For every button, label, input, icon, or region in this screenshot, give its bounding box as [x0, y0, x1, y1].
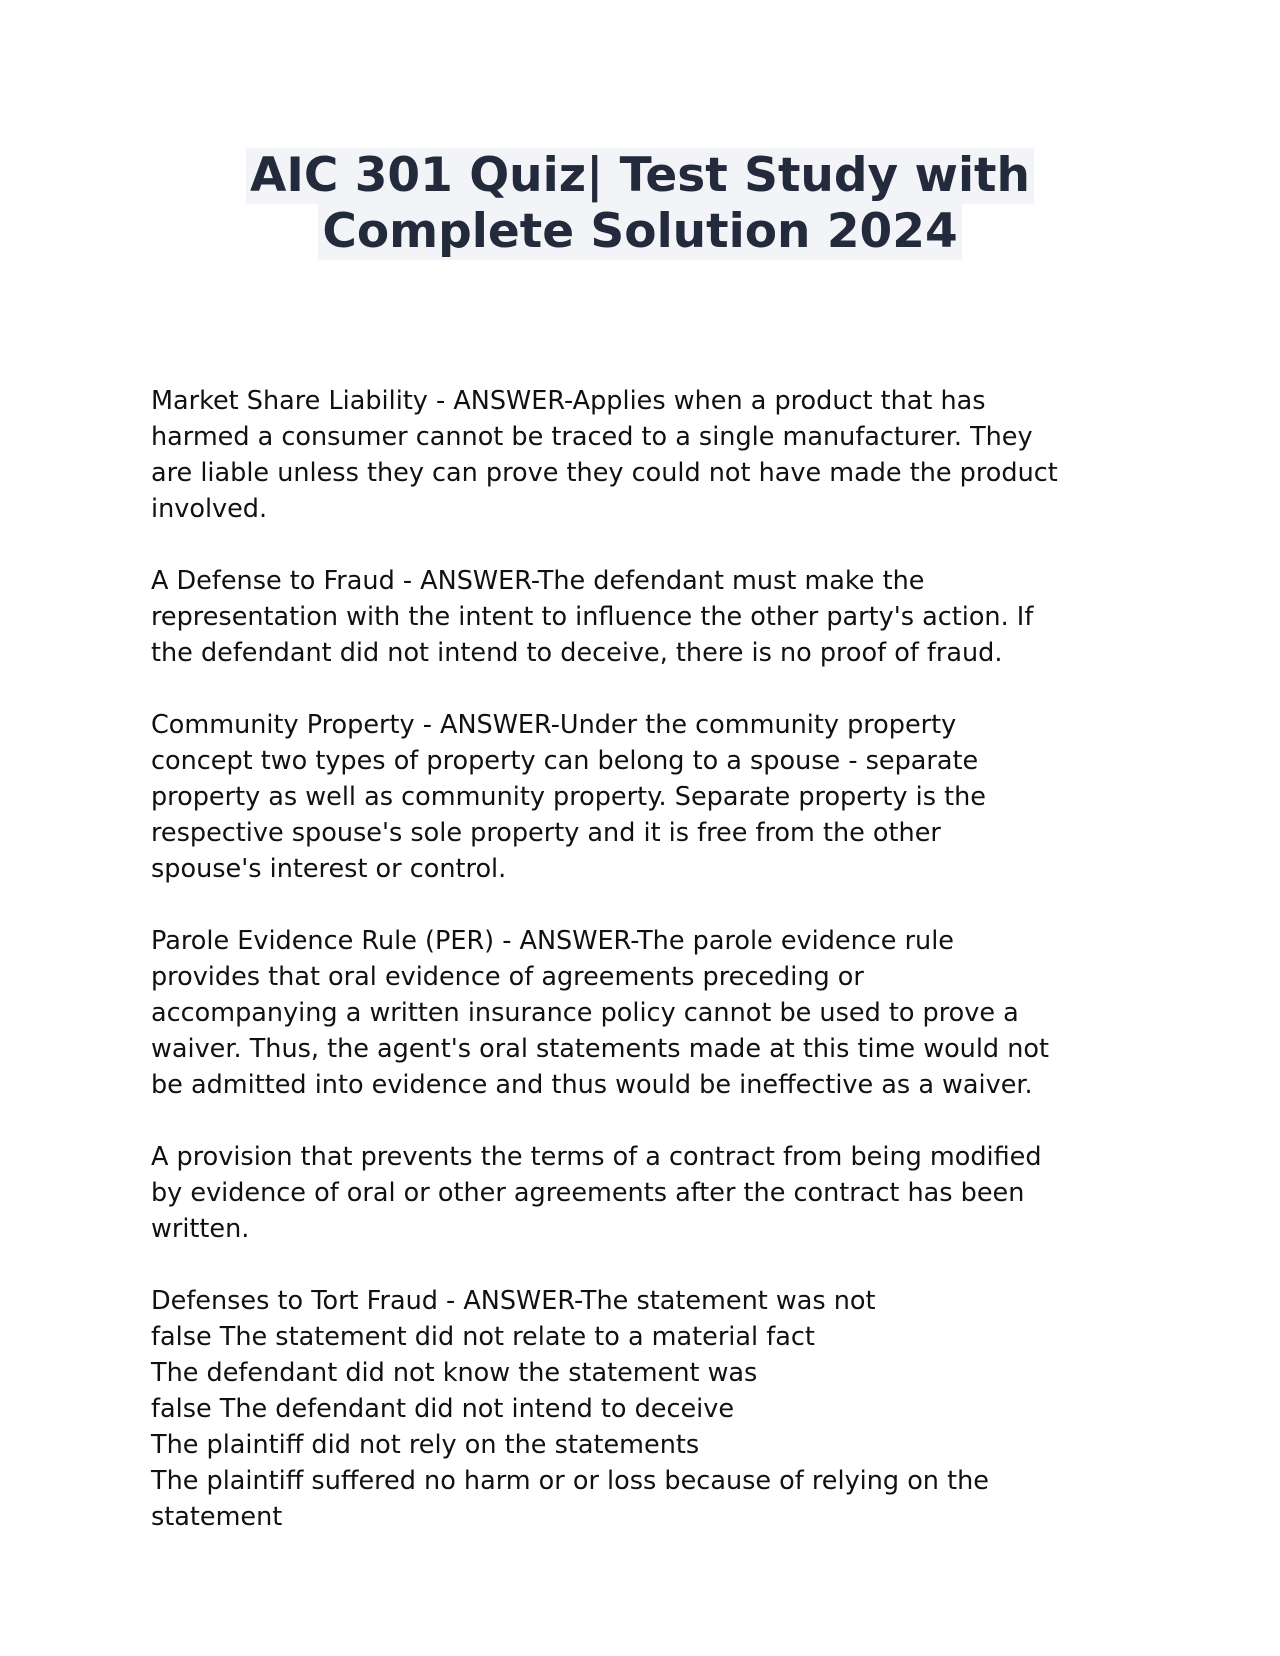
text-line: respective spouse's sole property and it is free from the other — [151, 818, 941, 848]
text-line: representation with the intent to influence the other party's action. If — [151, 602, 1034, 632]
text-line: The plaintiff suffered no harm or or loss because of relying on the — [151, 1466, 989, 1496]
text-line: statement — [151, 1502, 283, 1532]
text-line: Market Share Liability - ANSWER-Applies when a product that has — [151, 386, 986, 416]
text-line: spouse's interest or control. — [151, 854, 507, 884]
text-line: accompanying a written insurance policy cannot be used to prove a — [151, 998, 1019, 1028]
text-line: Defenses to Tort Fraud - ANSWER-The statement was not — [151, 1286, 876, 1316]
document-title — [0, 148, 1280, 260]
title-line-2: Complete Solution 2024 — [318, 204, 961, 260]
text-line: waiver. Thus, the agent's oral statements made at this time would not — [151, 1034, 1049, 1064]
text-line: Parole Evidence Rule (PER) - ANSWER-The parole evidence rule — [151, 926, 954, 956]
paragraph-parole-evidence-rule — [151, 923, 1151, 1103]
text-line: A Defense to Fraud - ANSWER-The defendant must make the — [151, 566, 925, 596]
paragraph-defenses-to-tort-fraud — [151, 1283, 1151, 1535]
text-line: A provision that prevents the terms of a contract from being modified — [151, 1142, 1042, 1172]
text-line: Community Property - ANSWER-Under the community property — [151, 710, 957, 740]
text-line: concept two types of property can belong to a spouse - separate — [151, 746, 979, 776]
document-body — [151, 383, 1151, 1571]
text-line: involved. — [151, 494, 268, 524]
text-line: The defendant did not know the statement was — [151, 1358, 758, 1388]
title-line-1: AIC 301 Quiz| Test Study with — [246, 148, 1034, 204]
text-line: property as well as community property. Separate property is the — [151, 782, 986, 812]
paragraph-community-property — [151, 707, 1151, 887]
text-line: by evidence of oral or other agreements after the contract has been — [151, 1178, 1025, 1208]
paragraph-contract-provision — [151, 1139, 1151, 1247]
text-line: false The defendant did not intend to deceive — [151, 1394, 735, 1424]
text-line: written. — [151, 1214, 250, 1244]
text-line: false The statement did not relate to a material fact — [151, 1322, 815, 1352]
paragraph-defense-to-fraud — [151, 563, 1151, 671]
text-line: be admitted into evidence and thus would be ineffective as a waiver. — [151, 1070, 1033, 1100]
text-line: are liable unless they can prove they could not have made the product — [151, 458, 1058, 488]
text-line: provides that oral evidence of agreements preceding or — [151, 962, 864, 992]
paragraph-market-share-liability — [151, 383, 1151, 527]
text-line: harmed a consumer cannot be traced to a single manufacturer. They — [151, 422, 1033, 452]
text-line: the defendant did not intend to deceive, there is no proof of fraud. — [151, 638, 1003, 668]
text-line: The plaintiff did not rely on the statements — [151, 1430, 700, 1460]
